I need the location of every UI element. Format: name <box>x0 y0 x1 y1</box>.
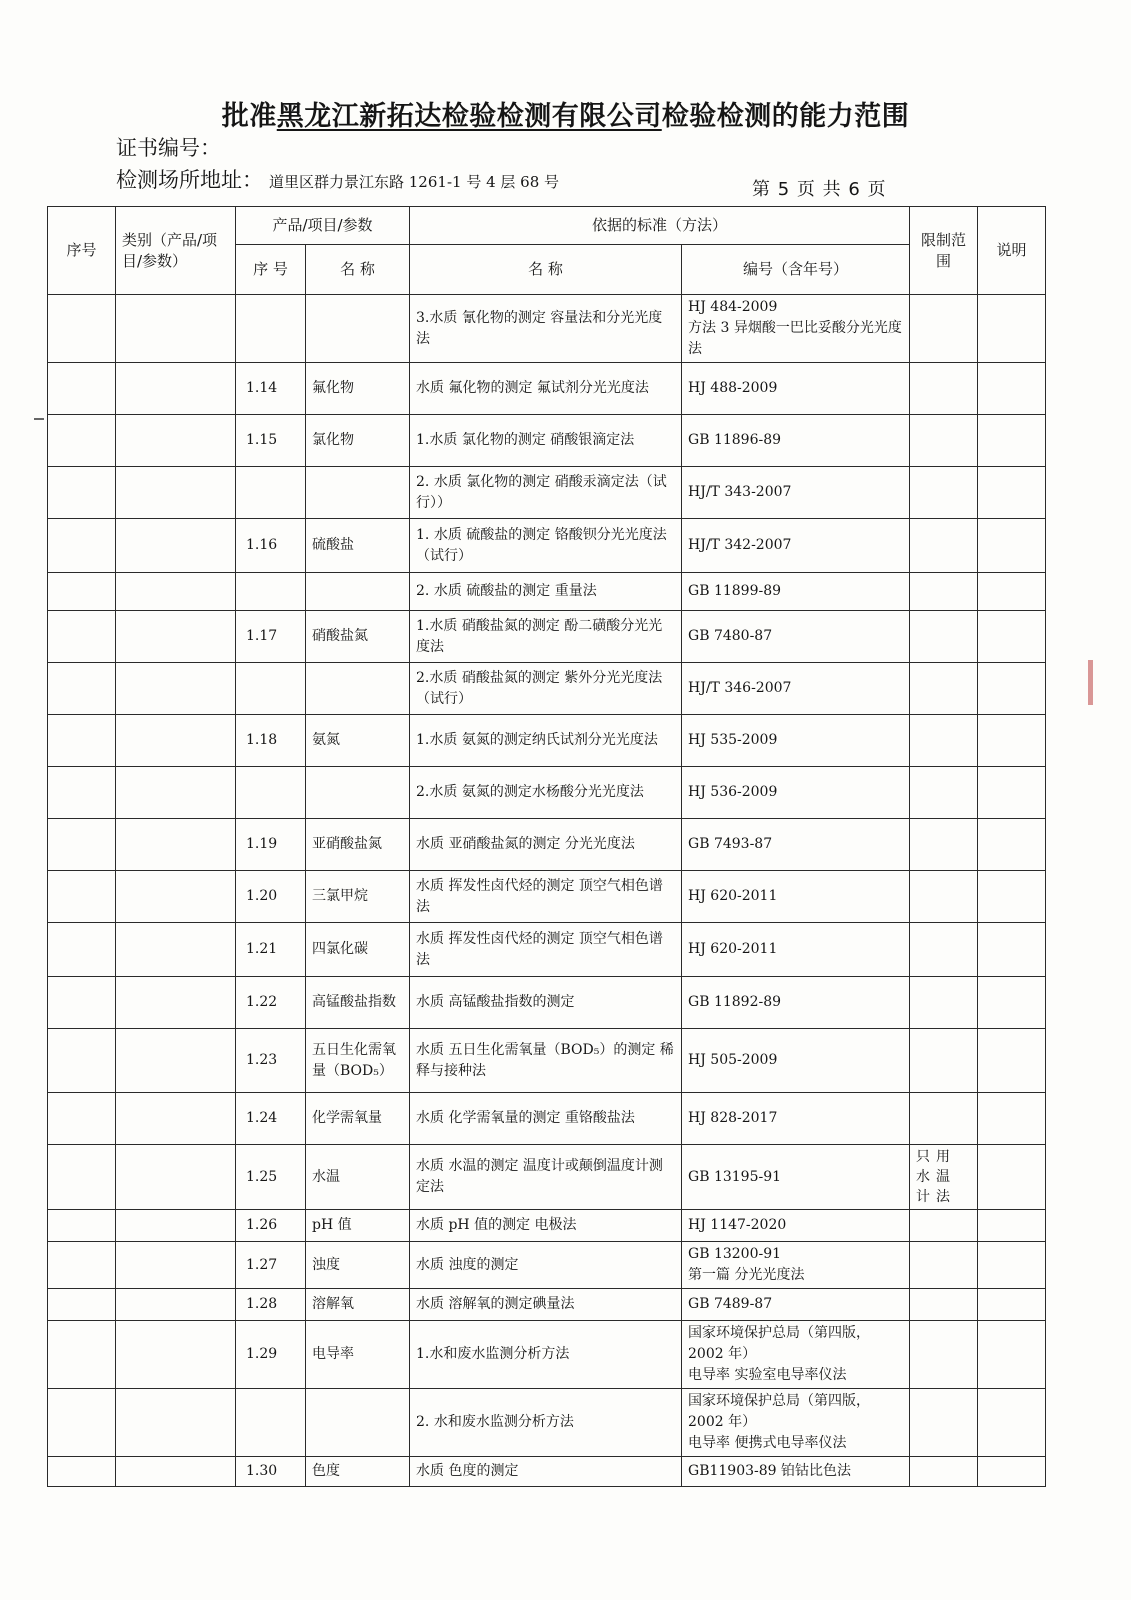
table-row <box>48 871 1046 923</box>
std-code-cell: HJ/T 346-2007 <box>682 663 910 715</box>
note-cell <box>978 1242 1046 1289</box>
title-suffix: 检验检测的能力范围 <box>661 101 910 132</box>
limit-cell <box>910 871 978 923</box>
seq-cell <box>48 715 116 767</box>
category-cell <box>116 663 236 715</box>
item-num-cell: 1.26 <box>236 1210 306 1242</box>
note-cell <box>978 363 1046 415</box>
seq-cell <box>48 871 116 923</box>
note-cell <box>978 519 1046 573</box>
table-row <box>48 1457 1046 1487</box>
limit-cell <box>910 1210 978 1242</box>
title-company: 黑龙江新拓达检验检测有限公司 <box>276 101 662 132</box>
item-num-cell: 1.17 <box>236 611 306 663</box>
table-row <box>48 1289 1046 1321</box>
limit-cell <box>910 295 978 363</box>
limit-cell <box>910 467 978 519</box>
category-cell <box>116 519 236 573</box>
category-cell <box>116 819 236 871</box>
note-cell <box>978 767 1046 819</box>
std-name-cell: 2.水质 氨氮的测定水杨酸分光光度法 <box>410 767 682 819</box>
item-num-cell <box>236 295 306 363</box>
std-name-cell: 水质 氟化物的测定 氟试剂分光光度法 <box>410 363 682 415</box>
table-row <box>48 519 1046 573</box>
item-num-cell: 1.15 <box>236 415 306 467</box>
seq-cell <box>48 611 116 663</box>
item-name-cell: 高锰酸盐指数 <box>306 977 410 1029</box>
category-cell <box>116 923 236 977</box>
category-cell <box>116 1289 236 1321</box>
table-row <box>48 1029 1046 1093</box>
seq-cell <box>48 467 116 519</box>
address-line <box>116 164 559 194</box>
header-item-name: 名 称 <box>306 245 410 295</box>
std-code-cell: 国家环境保护总局（第四版，2002 年） 电导率 便携式电导率仪法 <box>682 1389 910 1457</box>
item-num-cell: 1.30 <box>236 1457 306 1487</box>
item-num-cell: 1.19 <box>236 819 306 871</box>
seq-cell <box>48 295 116 363</box>
limit-cell <box>910 923 978 977</box>
seq-cell <box>48 573 116 611</box>
std-name-cell: 水质 五日生化需氧量（BOD₅）的测定 稀释与接种法 <box>410 1029 682 1093</box>
seq-cell <box>48 1145 116 1210</box>
std-code-cell: GB 7489-87 <box>682 1289 910 1321</box>
item-num-cell <box>236 767 306 819</box>
std-code-cell: HJ 484-2009 方法 3 异烟酸一巴比妥酸分光光度法 <box>682 295 910 363</box>
item-name-cell <box>306 1389 410 1457</box>
std-name-cell: 1.水和废水监测分析方法 <box>410 1321 682 1389</box>
cert-number-label: 证书编号： <box>116 136 221 160</box>
limit-cell <box>910 767 978 819</box>
table-row <box>48 467 1046 519</box>
limit-cell <box>910 415 978 467</box>
limit-cell <box>910 573 978 611</box>
category-cell <box>116 1389 236 1457</box>
category-cell <box>116 363 236 415</box>
category-cell <box>116 715 236 767</box>
std-code-cell: GB 7493-87 <box>682 819 910 871</box>
item-name-cell: 化学需氧量 <box>306 1093 410 1145</box>
table-row <box>48 1093 1046 1145</box>
table-row <box>48 295 1046 363</box>
table-row <box>48 1210 1046 1242</box>
std-code-cell: 国家环境保护总局（第四版，2002 年） 电导率 实验室电导率仪法 <box>682 1321 910 1389</box>
header-product-group: 产品/项目/参数 <box>236 207 410 245</box>
table-row <box>48 1321 1046 1389</box>
std-name-cell: 3.水质 氰化物的测定 容量法和分光光度法 <box>410 295 682 363</box>
category-cell <box>116 1145 236 1210</box>
std-code-cell: GB 11896-89 <box>682 415 910 467</box>
seq-cell <box>48 767 116 819</box>
scan-mark <box>34 418 44 420</box>
std-code-cell: HJ 620-2011 <box>682 923 910 977</box>
std-name-cell: 水质 化学需氧量的测定 重铬酸盐法 <box>410 1093 682 1145</box>
std-name-cell: 水质 溶解氧的测定碘量法 <box>410 1289 682 1321</box>
table-row <box>48 767 1046 819</box>
limit-cell <box>910 1457 978 1487</box>
std-name-cell: 1.水质 硝酸盐氮的测定 酚二磺酸分光光度法 <box>410 611 682 663</box>
category-cell <box>116 1242 236 1289</box>
item-name-cell: 三氯甲烷 <box>306 871 410 923</box>
seq-cell <box>48 519 116 573</box>
address-value: 道里区群力景江东路 1261-1 号 4 层 68 号 <box>269 173 560 191</box>
capability-table <box>47 206 1046 1487</box>
limit-cell <box>910 1289 978 1321</box>
header-note: 说明 <box>978 207 1046 295</box>
std-name-cell: 水质 pH 值的测定 电极法 <box>410 1210 682 1242</box>
item-num-cell <box>236 1389 306 1457</box>
std-name-cell: 水质 挥发性卤代烃的测定 顶空气相色谱法 <box>410 923 682 977</box>
item-name-cell: 浊度 <box>306 1242 410 1289</box>
note-cell <box>978 611 1046 663</box>
note-cell <box>978 1029 1046 1093</box>
header-standard-group: 依据的标准（方法） <box>410 207 910 245</box>
limit-cell: 只用水温计法 <box>910 1145 978 1210</box>
limit-cell <box>910 1093 978 1145</box>
seq-cell <box>48 1321 116 1389</box>
category-cell <box>116 1029 236 1093</box>
std-code-cell: GB11903-89 铂钴比色法 <box>682 1457 910 1487</box>
std-code-cell: GB 11899-89 <box>682 573 910 611</box>
note-cell <box>978 1321 1046 1389</box>
item-name-cell: 水温 <box>306 1145 410 1210</box>
item-name-cell <box>306 295 410 363</box>
table-body <box>48 295 1046 1487</box>
item-name-cell <box>306 467 410 519</box>
item-num-cell <box>236 663 306 715</box>
seq-cell <box>48 1029 116 1093</box>
item-num-cell: 1.24 <box>236 1093 306 1145</box>
note-cell <box>978 1289 1046 1321</box>
table-row <box>48 663 1046 715</box>
item-name-cell <box>306 663 410 715</box>
item-name-cell: 五日生化需氧量（BOD₅） <box>306 1029 410 1093</box>
table-row <box>48 977 1046 1029</box>
item-num-cell: 1.22 <box>236 977 306 1029</box>
note-cell <box>978 1389 1046 1457</box>
limit-cell <box>910 1242 978 1289</box>
std-name-cell: 2.水质 硝酸盐氮的测定 紫外分光光度法（试行） <box>410 663 682 715</box>
std-name-cell: 2. 水质 硫酸盐的测定 重量法 <box>410 573 682 611</box>
seq-cell <box>48 977 116 1029</box>
category-cell <box>116 467 236 519</box>
std-code-cell: GB 13195-91 <box>682 1145 910 1210</box>
std-name-cell: 水质 挥发性卤代烃的测定 顶空气相色谱法 <box>410 871 682 923</box>
seq-cell <box>48 1210 116 1242</box>
note-cell <box>978 923 1046 977</box>
table-row <box>48 573 1046 611</box>
std-code-cell: HJ 1147-2020 <box>682 1210 910 1242</box>
limit-cell <box>910 715 978 767</box>
note-cell <box>978 467 1046 519</box>
seq-cell <box>48 1389 116 1457</box>
std-code-cell: HJ 536-2009 <box>682 767 910 819</box>
category-cell <box>116 1321 236 1389</box>
item-name-cell: 电导率 <box>306 1321 410 1389</box>
note-cell <box>978 295 1046 363</box>
note-cell <box>978 871 1046 923</box>
seq-cell <box>48 415 116 467</box>
limit-cell <box>910 663 978 715</box>
item-name-cell: 氯化物 <box>306 415 410 467</box>
header-std-code: 编号（含年号） <box>682 245 910 295</box>
limit-cell <box>910 1389 978 1457</box>
std-name-cell: 水质 浊度的测定 <box>410 1242 682 1289</box>
category-cell <box>116 1210 236 1242</box>
item-num-cell: 1.25 <box>236 1145 306 1210</box>
note-cell <box>978 1145 1046 1210</box>
category-cell <box>116 1093 236 1145</box>
limit-cell <box>910 363 978 415</box>
note-cell <box>978 977 1046 1029</box>
item-num-cell: 1.27 <box>236 1242 306 1289</box>
std-name-cell: 1.水质 氨氮的测定纳氏试剂分光光度法 <box>410 715 682 767</box>
table-row <box>48 363 1046 415</box>
note-cell <box>978 1093 1046 1145</box>
item-num-cell: 1.14 <box>236 363 306 415</box>
note-cell <box>978 1457 1046 1487</box>
item-num-cell <box>236 573 306 611</box>
title-prefix: 批准 <box>221 101 277 132</box>
item-name-cell: 氨氮 <box>306 715 410 767</box>
seq-cell <box>48 1093 116 1145</box>
document-title <box>0 94 1131 133</box>
table-row <box>48 1389 1046 1457</box>
note-cell <box>978 573 1046 611</box>
category-cell <box>116 573 236 611</box>
header-std-name: 名 称 <box>410 245 682 295</box>
category-cell <box>116 977 236 1029</box>
table-row <box>48 715 1046 767</box>
seq-cell <box>48 1242 116 1289</box>
seq-cell <box>48 663 116 715</box>
header-category: 类别（产品/项目/参数） <box>116 207 236 295</box>
std-code-cell: GB 11892-89 <box>682 977 910 1029</box>
category-cell <box>116 871 236 923</box>
limit-cell <box>910 1321 978 1389</box>
note-cell <box>978 415 1046 467</box>
stamp-edge-mark <box>1088 660 1093 705</box>
std-code-cell: HJ 828-2017 <box>682 1093 910 1145</box>
address-label: 检测场所地址： <box>116 168 263 192</box>
seq-cell <box>48 1289 116 1321</box>
limit-cell <box>910 977 978 1029</box>
limit-cell <box>910 819 978 871</box>
std-code-cell: HJ/T 342-2007 <box>682 519 910 573</box>
category-cell <box>116 767 236 819</box>
category-cell <box>116 295 236 363</box>
item-num-cell: 1.20 <box>236 871 306 923</box>
std-code-cell: GB 7480-87 <box>682 611 910 663</box>
std-name-cell: 1. 水质 硫酸盐的测定 铬酸钡分光光度法（试行） <box>410 519 682 573</box>
note-cell <box>978 819 1046 871</box>
item-num-cell: 1.28 <box>236 1289 306 1321</box>
category-cell <box>116 415 236 467</box>
std-name-cell: 水质 亚硝酸盐氮的测定 分光光度法 <box>410 819 682 871</box>
std-name-cell: 1.水质 氯化物的测定 硝酸银滴定法 <box>410 415 682 467</box>
note-cell <box>978 663 1046 715</box>
item-name-cell <box>306 573 410 611</box>
note-cell <box>978 715 1046 767</box>
seq-cell <box>48 363 116 415</box>
limit-cell <box>910 519 978 573</box>
std-code-cell: HJ 505-2009 <box>682 1029 910 1093</box>
limit-cell <box>910 1029 978 1093</box>
seq-cell <box>48 923 116 977</box>
item-name-cell <box>306 767 410 819</box>
category-cell <box>116 1457 236 1487</box>
item-num-cell: 1.16 <box>236 519 306 573</box>
std-name-cell: 2. 水质 氯化物的测定 硝酸汞滴定法（试行）） <box>410 467 682 519</box>
item-num-cell <box>236 467 306 519</box>
table-row <box>48 1145 1046 1210</box>
std-code-cell: HJ 488-2009 <box>682 363 910 415</box>
header-item-seq: 序 号 <box>236 245 306 295</box>
std-code-cell: GB 13200-91 第一篇 分光光度法 <box>682 1242 910 1289</box>
std-name-cell: 水质 高锰酸盐指数的测定 <box>410 977 682 1029</box>
item-num-cell: 1.29 <box>236 1321 306 1389</box>
page-number: 第 5 页 共 6 页 <box>752 179 887 200</box>
item-name-cell: 硝酸盐氮 <box>306 611 410 663</box>
table-row <box>48 415 1046 467</box>
table-row <box>48 923 1046 977</box>
std-name-cell: 水质 水温的测定 温度计或颠倒温度计测定法 <box>410 1145 682 1210</box>
std-code-cell: HJ 620-2011 <box>682 871 910 923</box>
std-code-cell: HJ 535-2009 <box>682 715 910 767</box>
note-cell <box>978 1210 1046 1242</box>
item-num-cell: 1.21 <box>236 923 306 977</box>
table-row <box>48 819 1046 871</box>
header-seq: 序号 <box>48 207 116 295</box>
table-row <box>48 1242 1046 1289</box>
item-num-cell: 1.18 <box>236 715 306 767</box>
std-name-cell: 水质 色度的测定 <box>410 1457 682 1487</box>
table-row <box>48 611 1046 663</box>
seq-cell <box>48 1457 116 1487</box>
std-code-cell: HJ/T 343-2007 <box>682 467 910 519</box>
category-cell <box>116 611 236 663</box>
item-num-cell: 1.23 <box>236 1029 306 1093</box>
item-name-cell: 亚硝酸盐氮 <box>306 819 410 871</box>
item-name-cell: 溶解氧 <box>306 1289 410 1321</box>
limit-cell <box>910 611 978 663</box>
item-name-cell: 氟化物 <box>306 363 410 415</box>
seq-cell <box>48 819 116 871</box>
item-name-cell: 硫酸盐 <box>306 519 410 573</box>
item-name-cell: pH 值 <box>306 1210 410 1242</box>
item-name-cell: 色度 <box>306 1457 410 1487</box>
header-limit: 限制范围 <box>910 207 978 295</box>
std-name-cell: 2. 水和废水监测分析方法 <box>410 1389 682 1457</box>
item-name-cell: 四氯化碳 <box>306 923 410 977</box>
